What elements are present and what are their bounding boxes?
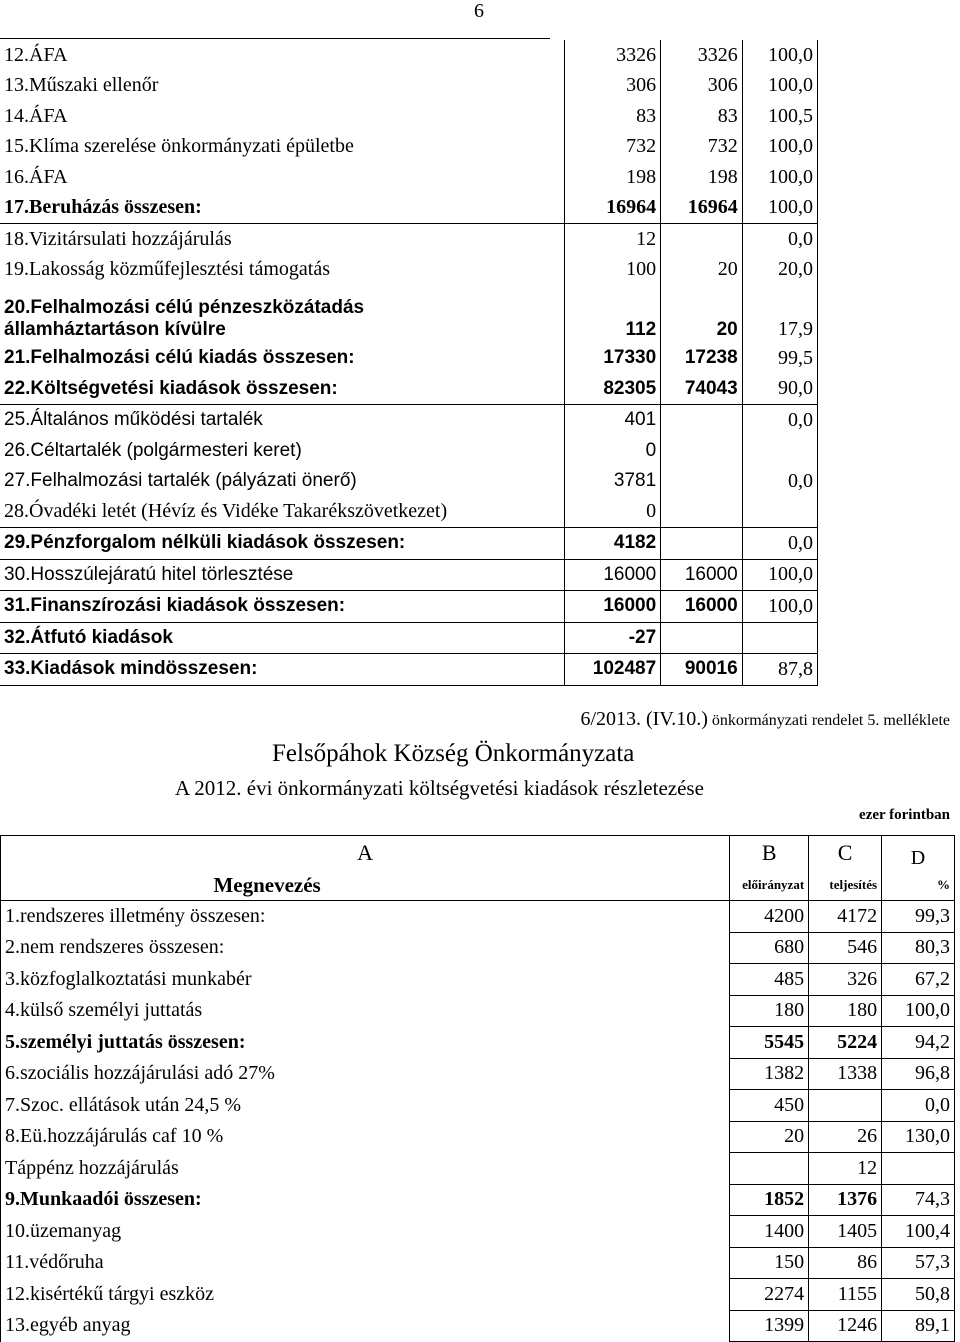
planned-value: -27 bbox=[565, 622, 661, 654]
percent-value: 99,5 bbox=[742, 343, 817, 374]
percent-value: 17,9 bbox=[742, 285, 817, 343]
table-row bbox=[0, 591, 818, 623]
actual-value: 180 bbox=[809, 995, 882, 1027]
table-row bbox=[1, 1310, 955, 1342]
percent-value: 100,0 bbox=[742, 193, 817, 224]
table-row bbox=[1, 1216, 955, 1248]
planned-value: 4200 bbox=[730, 901, 809, 933]
percent-value: 100,0 bbox=[742, 591, 817, 623]
percent-value bbox=[742, 497, 817, 528]
percent-value: 94,2 bbox=[882, 1027, 955, 1059]
table-row bbox=[0, 40, 818, 71]
actual-value: 16000 bbox=[661, 591, 743, 623]
planned-value: 732 bbox=[565, 132, 661, 163]
planned-value: 306 bbox=[565, 71, 661, 102]
table-row bbox=[0, 405, 818, 436]
actual-value bbox=[809, 1090, 882, 1122]
planned-value bbox=[730, 1153, 809, 1185]
percent-value: 100,4 bbox=[882, 1216, 955, 1248]
row-label: 14.ÁFA bbox=[4, 104, 68, 127]
actual-value: 90016 bbox=[661, 654, 743, 686]
table-row bbox=[0, 654, 818, 686]
actual-value: 1246 bbox=[809, 1310, 882, 1342]
row-label: 1.rendszeres illetmény összesen: bbox=[1, 901, 730, 933]
row-label: 8.Eü.hozzájárulás caf 10 % bbox=[1, 1121, 730, 1153]
header-actual: teljesítés bbox=[809, 870, 882, 901]
row-label: 12.ÁFA bbox=[4, 43, 68, 66]
percent-value: 50,8 bbox=[882, 1279, 955, 1311]
percent-value: 0,0 bbox=[742, 224, 817, 255]
table-row bbox=[1, 1184, 955, 1216]
actual-value bbox=[661, 405, 743, 436]
planned-value: 680 bbox=[730, 932, 809, 964]
row-label: 10.üzemanyag bbox=[1, 1216, 730, 1248]
planned-value: 485 bbox=[730, 964, 809, 996]
percent-value: 130,0 bbox=[882, 1121, 955, 1153]
table-row bbox=[1, 1090, 955, 1122]
planned-value: 180 bbox=[730, 995, 809, 1027]
table-row bbox=[0, 132, 818, 163]
planned-value: 82305 bbox=[565, 374, 661, 405]
table-row bbox=[1, 1279, 955, 1311]
expense-detail-table bbox=[0, 835, 955, 1342]
row-label: 28.Óvadéki letét (Hévíz és Vidéke Takarékszövetkezet) bbox=[4, 500, 448, 523]
row-label: 5.személyi juttatás összesen: bbox=[1, 1027, 730, 1059]
table-row bbox=[1, 995, 955, 1027]
percent-value: 0,0 bbox=[742, 405, 817, 436]
percent-value bbox=[742, 436, 817, 467]
actual-value: 74043 bbox=[661, 374, 743, 405]
header-col-a: A bbox=[1, 836, 730, 871]
actual-value: 546 bbox=[809, 932, 882, 964]
table-row bbox=[1, 1121, 955, 1153]
actual-value: 20 bbox=[661, 285, 743, 343]
row-label: 12.kisértékű tárgyi eszköz bbox=[1, 1279, 730, 1311]
planned-value: 1852 bbox=[730, 1184, 809, 1216]
percent-value: 20,0 bbox=[742, 255, 817, 286]
percent-value: 0,0 bbox=[742, 528, 817, 560]
row-label: 18.Vizitársulati hozzájárulás bbox=[0, 224, 565, 255]
planned-value: 112 bbox=[565, 285, 661, 343]
actual-value: 1376 bbox=[809, 1184, 882, 1216]
planned-value: 450 bbox=[730, 1090, 809, 1122]
actual-value: 17238 bbox=[661, 343, 743, 374]
percent-value: 90,0 bbox=[742, 374, 817, 405]
percent-value: 100,0 bbox=[742, 162, 817, 193]
page-number: 6 bbox=[474, 0, 484, 22]
percent-value: 89,1 bbox=[882, 1310, 955, 1342]
planned-value: 17330 bbox=[565, 343, 661, 374]
unit-label: ezer forintban bbox=[859, 807, 950, 823]
actual-value: 306 bbox=[661, 71, 743, 102]
table-row bbox=[0, 622, 818, 654]
actual-value: 326 bbox=[809, 964, 882, 996]
actual-value: 5224 bbox=[809, 1027, 882, 1059]
percent-value: 100,0 bbox=[742, 71, 817, 102]
row-label: 29.Pénzforgalom nélküli kiadások összesen: bbox=[0, 528, 565, 560]
row-label: 4.külső személyi juttatás bbox=[1, 995, 730, 1027]
table-row bbox=[0, 466, 818, 497]
planned-value: 401 bbox=[565, 405, 661, 436]
table-row bbox=[0, 528, 818, 560]
table-row bbox=[1, 901, 955, 933]
table-row bbox=[1, 1247, 955, 1279]
table-row bbox=[1, 932, 955, 964]
table-row bbox=[0, 497, 818, 528]
planned-value: 12 bbox=[565, 224, 661, 255]
table-row bbox=[1, 1153, 955, 1185]
actual-value bbox=[661, 497, 743, 528]
percent-value: 74,3 bbox=[882, 1184, 955, 1216]
percent-value: 96,8 bbox=[882, 1058, 955, 1090]
row-label: 32.Átfutó kiadások bbox=[0, 622, 565, 654]
row-label: Táppénz hozzájárulás bbox=[1, 1153, 730, 1185]
actual-value: 3326 bbox=[661, 40, 743, 71]
actual-value: 4172 bbox=[809, 901, 882, 933]
percent-value: 100,0 bbox=[882, 995, 955, 1027]
planned-value: 0 bbox=[565, 497, 661, 528]
percent-value: 57,3 bbox=[882, 1247, 955, 1279]
percent-value: 100,0 bbox=[742, 132, 817, 163]
table-row bbox=[1, 1058, 955, 1090]
percent-value: 100,5 bbox=[742, 101, 817, 132]
table-row bbox=[1, 964, 955, 996]
planned-value: 3781 bbox=[565, 466, 661, 497]
row-label: 13.egyéb anyag bbox=[1, 1310, 730, 1342]
actual-value: 20 bbox=[661, 255, 743, 286]
table-row bbox=[0, 436, 818, 467]
header-planned: előirányzat bbox=[730, 870, 809, 901]
percent-value: 0,0 bbox=[742, 466, 817, 497]
row-label: 2.nem rendszeres összesen: bbox=[1, 932, 730, 964]
planned-value: 5545 bbox=[730, 1027, 809, 1059]
actual-value: 86 bbox=[809, 1247, 882, 1279]
actual-value: 16000 bbox=[661, 559, 743, 591]
document-subtitle: A 2012. évi önkormányzati költségvetési kiadások részletezése bbox=[175, 776, 704, 800]
actual-value bbox=[661, 622, 743, 654]
row-label: 19.Lakosság közműfejlesztési támogatás bbox=[4, 258, 331, 281]
planned-value: 20 bbox=[730, 1121, 809, 1153]
planned-value: 102487 bbox=[565, 654, 661, 686]
row-label: 31.Finanszírozási kiadások összesen: bbox=[0, 591, 565, 623]
actual-value bbox=[661, 436, 743, 467]
table-row bbox=[0, 374, 818, 405]
row-label: 17.Beruházás összesen: bbox=[4, 196, 202, 219]
planned-value: 83 bbox=[565, 101, 661, 132]
planned-value: 0 bbox=[565, 436, 661, 467]
document-title: Felsőpáhok Község Önkormányzata bbox=[272, 740, 635, 767]
table-row bbox=[0, 559, 818, 591]
row-label-line2: államháztartáson kívülre bbox=[4, 319, 226, 340]
header-col-c: C bbox=[809, 836, 882, 871]
row-label: 33.Kiadások mindösszesen: bbox=[0, 654, 565, 686]
planned-value: 4182 bbox=[565, 528, 661, 560]
planned-value: 16000 bbox=[565, 591, 661, 623]
row-label: 21.Felhalmozási célú kiadás összesen: bbox=[4, 347, 355, 369]
row-label: 15.Klíma szerelése önkormányzati épületbe bbox=[4, 135, 354, 158]
table-row bbox=[0, 255, 818, 286]
actual-value bbox=[661, 224, 743, 255]
percent-value bbox=[742, 622, 817, 654]
row-label: 7.Szoc. ellátások után 24,5 % bbox=[1, 1090, 730, 1122]
divider bbox=[0, 38, 550, 39]
expense-table-continued bbox=[0, 40, 818, 686]
table-row bbox=[0, 162, 818, 193]
header-col-b: B bbox=[730, 836, 809, 871]
actual-value: 1338 bbox=[809, 1058, 882, 1090]
row-label: 9.Munkaadói összesen: bbox=[1, 1184, 730, 1216]
actual-value: 732 bbox=[661, 132, 743, 163]
percent-value: 67,2 bbox=[882, 964, 955, 996]
row-label-line1: 20.Felhalmozási célú pénzeszközátadás bbox=[4, 297, 365, 318]
percent-value: 87,8 bbox=[742, 654, 817, 686]
percent-value: 80,3 bbox=[882, 932, 955, 964]
row-label: 16.ÁFA bbox=[4, 165, 68, 188]
row-label bbox=[0, 285, 565, 343]
percent-value bbox=[882, 1153, 955, 1185]
header-name: Megnevezés bbox=[1, 870, 730, 901]
header-percent: % bbox=[882, 870, 955, 901]
table-row bbox=[0, 285, 818, 343]
actual-value: 16964 bbox=[661, 193, 743, 224]
actual-value: 1405 bbox=[809, 1216, 882, 1248]
planned-value: 2274 bbox=[730, 1279, 809, 1311]
actual-value: 12 bbox=[809, 1153, 882, 1185]
table-row bbox=[0, 224, 818, 255]
row-label: 30.Hosszúlejáratú hitel törlesztése bbox=[0, 559, 565, 591]
actual-value: 26 bbox=[809, 1121, 882, 1153]
row-label: 22.Költségvetési kiadások összesen: bbox=[4, 377, 338, 399]
table-row bbox=[0, 343, 818, 374]
row-label: 13.Műszaki ellenőr bbox=[4, 74, 159, 97]
planned-value: 1382 bbox=[730, 1058, 809, 1090]
row-label: 26.Céltartalék (polgármesteri keret) bbox=[4, 439, 302, 461]
percent-value: 100,0 bbox=[742, 559, 817, 591]
percent-value: 100,0 bbox=[742, 40, 817, 71]
planned-value: 1400 bbox=[730, 1216, 809, 1248]
table-header-letters bbox=[1, 836, 955, 871]
planned-value: 198 bbox=[565, 162, 661, 193]
planned-value: 16964 bbox=[565, 193, 661, 224]
actual-value bbox=[661, 466, 743, 497]
planned-value: 150 bbox=[730, 1247, 809, 1279]
percent-value: 0,0 bbox=[882, 1090, 955, 1122]
row-label: 11.védőruha bbox=[1, 1247, 730, 1279]
row-label: 3.közfoglalkoztatási munkabér bbox=[1, 964, 730, 996]
planned-value: 100 bbox=[565, 255, 661, 286]
table-header-names bbox=[1, 870, 955, 901]
planned-value: 1399 bbox=[730, 1310, 809, 1342]
table-row bbox=[1, 1027, 955, 1059]
table-row bbox=[0, 71, 818, 102]
decree-reference: 6/2013. (IV.10.) önkormányzati rendelet 5. melléklete bbox=[580, 708, 950, 730]
actual-value bbox=[661, 528, 743, 560]
row-label: 25.Általános működési tartalék bbox=[0, 405, 565, 436]
actual-value: 198 bbox=[661, 162, 743, 193]
table-row bbox=[0, 101, 818, 132]
percent-value: 99,3 bbox=[882, 901, 955, 933]
planned-value: 3326 bbox=[565, 40, 661, 71]
actual-value: 1155 bbox=[809, 1279, 882, 1311]
header-col-d: D bbox=[882, 836, 955, 871]
actual-value: 83 bbox=[661, 101, 743, 132]
planned-value: 16000 bbox=[565, 559, 661, 591]
row-label: 6.szociális hozzájárulási adó 27% bbox=[1, 1058, 730, 1090]
table-row bbox=[0, 193, 818, 224]
row-label: 27.Felhalmozási tartalék (pályázati önerő) bbox=[4, 470, 357, 492]
